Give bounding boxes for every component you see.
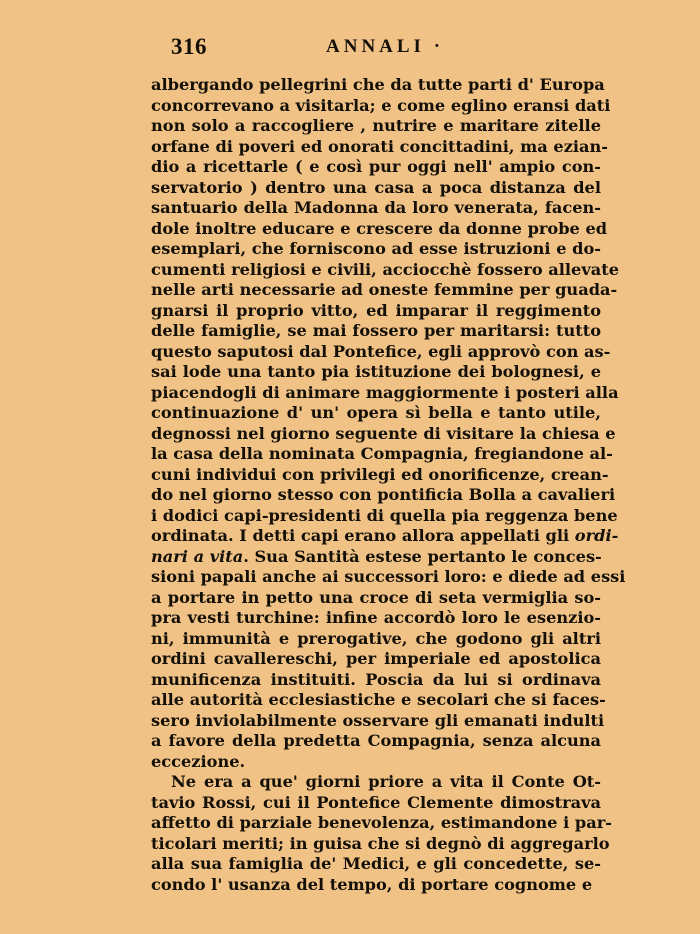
text-line: sioni papali anche ai successori loro: e diede ad essi — [151, 567, 626, 586]
text-line: cuni individui con privilegi ed onorificenze, crean- — [151, 464, 609, 484]
text-line: concorrevano a visitarla; e come eglino eransi dati — [151, 95, 611, 115]
text-line: condo l' usanza del tempo, di portare cognome e — [151, 874, 593, 894]
text-line: i dodici capi-presidenti di quella pia reggenza bene — [151, 505, 618, 525]
text-line: alla sua famiglia de' Medici, e gli concedette, se- — [151, 854, 601, 873]
text-line: Ne era a que' giorni priore a vita il Conte Ot- — [171, 772, 601, 791]
running-title: ANNALI · — [326, 36, 445, 57]
text-line: ticolari meriti; in guisa che si degnò di aggregarlo — [151, 833, 610, 853]
body-text — [151, 75, 626, 895]
text-line: delle famiglie, se mai fossero per maritarsi: tutto — [151, 321, 601, 340]
text-line: questo saputosi dal Pontefice, egli approvò con as- — [151, 341, 611, 361]
text-line: do nel giorno stesso con pontificia Bolla a cavalieri — [151, 485, 616, 504]
text-line: sai lode una tanto pia istituzione dei bolognesi, e — [151, 362, 601, 381]
text-line: pra vesti turchine: infine accordò loro le esenzio- — [151, 608, 601, 627]
text-line: affetto di parziale benevolenza, estimandone i par- — [151, 813, 612, 832]
text-line: orfane di poveri ed onorati concittadini, ma ezian- — [151, 136, 609, 156]
text-line: servatorio ) dentro una casa a poca distanza del — [151, 177, 601, 197]
text-line: non solo a raccogliere , nutrire e maritare zitelle — [151, 116, 601, 135]
page-header — [0, 34, 700, 64]
text-line: tavio Rossi, cui il Pontefice Clemente dimostrava — [151, 792, 601, 812]
text-line: degnossi nel giorno seguente di visitare la chiesa e — [151, 423, 616, 443]
text-line: esemplari, che forniscono ad esse istruzioni e do- — [151, 239, 601, 258]
page-number: 316 — [171, 34, 207, 59]
text-line: alle autorità ecclesiastiche e secolari che si faces- — [151, 690, 606, 709]
text-line: munificenza instituiti. Poscia da lui si ordinava — [151, 669, 601, 689]
paragraph — [151, 75, 626, 772]
text-line: ordinata. I detti capi erano allora appellati gli ordi- — [151, 526, 619, 545]
text-line: eccezione. — [151, 751, 246, 771]
text-line: nari a vita. Sua Santità estese pertanto le conces- — [151, 546, 602, 566]
text-line: continuazione d' un' opera sì bella e tanto utile, — [151, 403, 601, 422]
text-line: albergando pellegrini che da tutte parti d' Europa — [151, 75, 605, 94]
paragraph — [151, 772, 612, 895]
text-line: cumenti religiosi e civili, acciocchè fossero allevate — [151, 259, 620, 279]
text-line: dio a ricettarle ( e così pur oggi nell' ampio con- — [151, 157, 601, 176]
text-line: nelle arti necessarie ad oneste femmine per guada- — [151, 280, 618, 299]
text-line: ordini cavallereschi, per imperiale ed apostolica — [151, 649, 601, 668]
text-line: a favore della predetta Compagnia, senza alcuna — [151, 731, 601, 750]
text-line: la casa della nominata Compagnia, fregiandone al- — [151, 444, 613, 463]
text-line: a portare in petto una croce di seta vermiglia so- — [151, 587, 601, 607]
text-line: santuario della Madonna da loro venerata, facen- — [151, 198, 601, 217]
text-line: gnarsi il proprio vitto, ed imparar il reggimento — [151, 300, 601, 320]
text-line: dole inoltre educare e crescere da donne probe ed — [151, 218, 608, 238]
text-line: ni, immunità e prerogative, che godono gli altri — [151, 628, 601, 648]
text-line: piacendogli di animare maggiormente i posteri alla — [151, 382, 619, 402]
text-line: sero inviolabilmente osservare gli emanati indulti — [151, 710, 605, 730]
